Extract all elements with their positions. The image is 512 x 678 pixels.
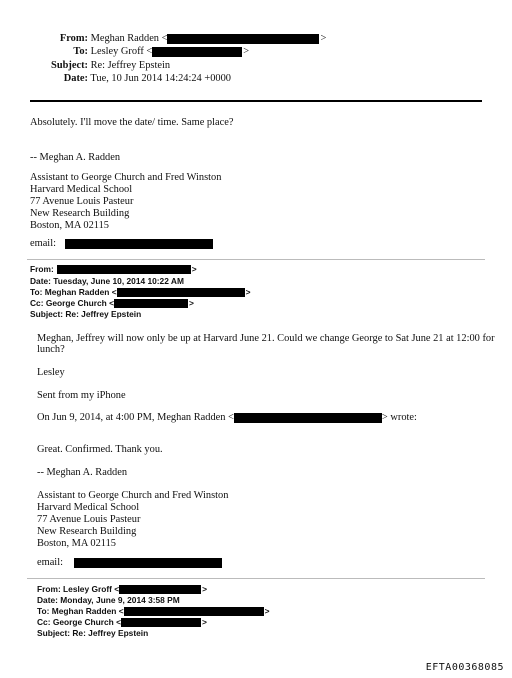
email-label: email: — [30, 238, 56, 249]
header3-cc-label: Cc: George Church < — [37, 617, 121, 627]
message2-body: Meghan, Jeffrey will now only be up at Harvard June 21. Could we change George to Sat June 21 at 12:00 for — [37, 333, 495, 344]
reply-text: Absolutely. I'll move the date/ time. Same place? — [30, 117, 234, 128]
header-to-label: To: — [73, 46, 88, 57]
message2-body-cont: lunch? — [37, 344, 65, 355]
message2-sent: Sent from my iPhone — [37, 390, 126, 401]
redaction-block — [119, 585, 201, 594]
message3-body: Great. Confirmed. Thank you. — [37, 444, 163, 455]
signature-email-row — [30, 238, 213, 250]
document-id: EFTA00368085 — [425, 662, 504, 673]
header3-from-close: > — [202, 584, 208, 594]
header3-to-label: To: Meghan Radden < — [37, 606, 124, 616]
header2-to-label: To: Meghan Radden < — [30, 287, 117, 297]
redaction-block — [117, 288, 245, 297]
message3-email-row — [37, 557, 222, 569]
header-from-label: From: — [59, 33, 88, 44]
header2-cc-label: Cc: George Church < — [30, 298, 114, 308]
header-date-row — [30, 73, 231, 85]
redaction-block — [124, 607, 264, 616]
header3-date: Date: Monday, June 9, 2014 3:58 PM — [37, 595, 180, 605]
header-date-value: Tue, 10 Jun 2014 14:24:24 +0000 — [90, 73, 231, 84]
header-to-row — [30, 46, 249, 58]
header-from-row — [30, 33, 326, 45]
message3-name: -- Meghan A. Radden — [37, 467, 128, 478]
header3-cc-close: > — [202, 617, 207, 627]
header2-to-close: > — [245, 287, 251, 297]
signature-line: New Research Building — [30, 208, 130, 219]
redaction-block — [114, 299, 188, 308]
signature-line: 77 Avenue Louis Pasteur — [30, 196, 134, 207]
email-label: email: — [37, 557, 63, 568]
header2-subject: Subject: Re: Jeffrey Epstein — [30, 309, 142, 319]
header2-from — [30, 264, 197, 274]
redaction-block — [57, 265, 191, 274]
header-subject-value: Re: Jeffrey Epstein — [90, 60, 171, 71]
message2-sign: Lesley — [37, 367, 65, 378]
header2-to — [30, 287, 251, 297]
header2-cc-close: > — [189, 298, 194, 308]
header-subject-label: Subject: — [51, 60, 88, 71]
header3-to-close: > — [264, 606, 270, 616]
wrote-prefix: On Jun 9, 2014, at 4:00 PM, Meghan Radden < — [37, 412, 234, 423]
signature-line: Harvard Medical School — [30, 184, 133, 195]
signature-name: -- Meghan A. Radden — [30, 152, 121, 163]
signature-line: New Research Building — [37, 526, 137, 537]
redaction-block — [234, 413, 382, 423]
header-from-close: > — [320, 33, 327, 44]
redaction-block — [65, 239, 213, 249]
redaction-block — [121, 618, 201, 627]
redaction-block — [74, 558, 222, 568]
message3-address — [37, 490, 228, 550]
header-date-label: Date: — [63, 73, 88, 84]
wrote-suffix: > wrote: — [381, 412, 417, 423]
header-divider — [30, 100, 482, 102]
message2-wrote — [37, 412, 417, 424]
header2-from-label: From: — [30, 264, 54, 274]
header-to-close: > — [243, 46, 250, 57]
header3-cc — [37, 617, 207, 627]
header-from-value: Meghan Radden < — [90, 33, 168, 44]
redaction-block — [152, 47, 242, 57]
signature-line: Boston, MA 02115 — [37, 538, 116, 549]
redaction-block — [167, 34, 319, 44]
header-to-value: Lesley Groff < — [90, 46, 153, 57]
message-divider — [27, 578, 485, 579]
header3-subject: Subject: Re: Jeffrey Epstein — [37, 628, 149, 638]
header3-from — [37, 584, 207, 594]
header3-from-label: From: Lesley Groff < — [37, 584, 120, 594]
header2-from-close: > — [191, 264, 197, 274]
signature-line: 77 Avenue Louis Pasteur — [37, 514, 141, 525]
signature-line: Boston, MA 02115 — [30, 220, 109, 231]
header2-date: Date: Tuesday, June 10, 2014 10:22 AM — [30, 276, 184, 286]
signature-line: Assistant to George Church and Fred Winston — [30, 172, 222, 183]
message-divider — [27, 259, 485, 260]
signature-address — [30, 172, 221, 232]
signature-line: Assistant to George Church and Fred Winston — [37, 490, 229, 501]
header2-cc — [30, 298, 194, 308]
signature-line: Harvard Medical School — [37, 502, 140, 513]
header3-to — [37, 606, 270, 616]
header-subject-row — [30, 60, 170, 72]
